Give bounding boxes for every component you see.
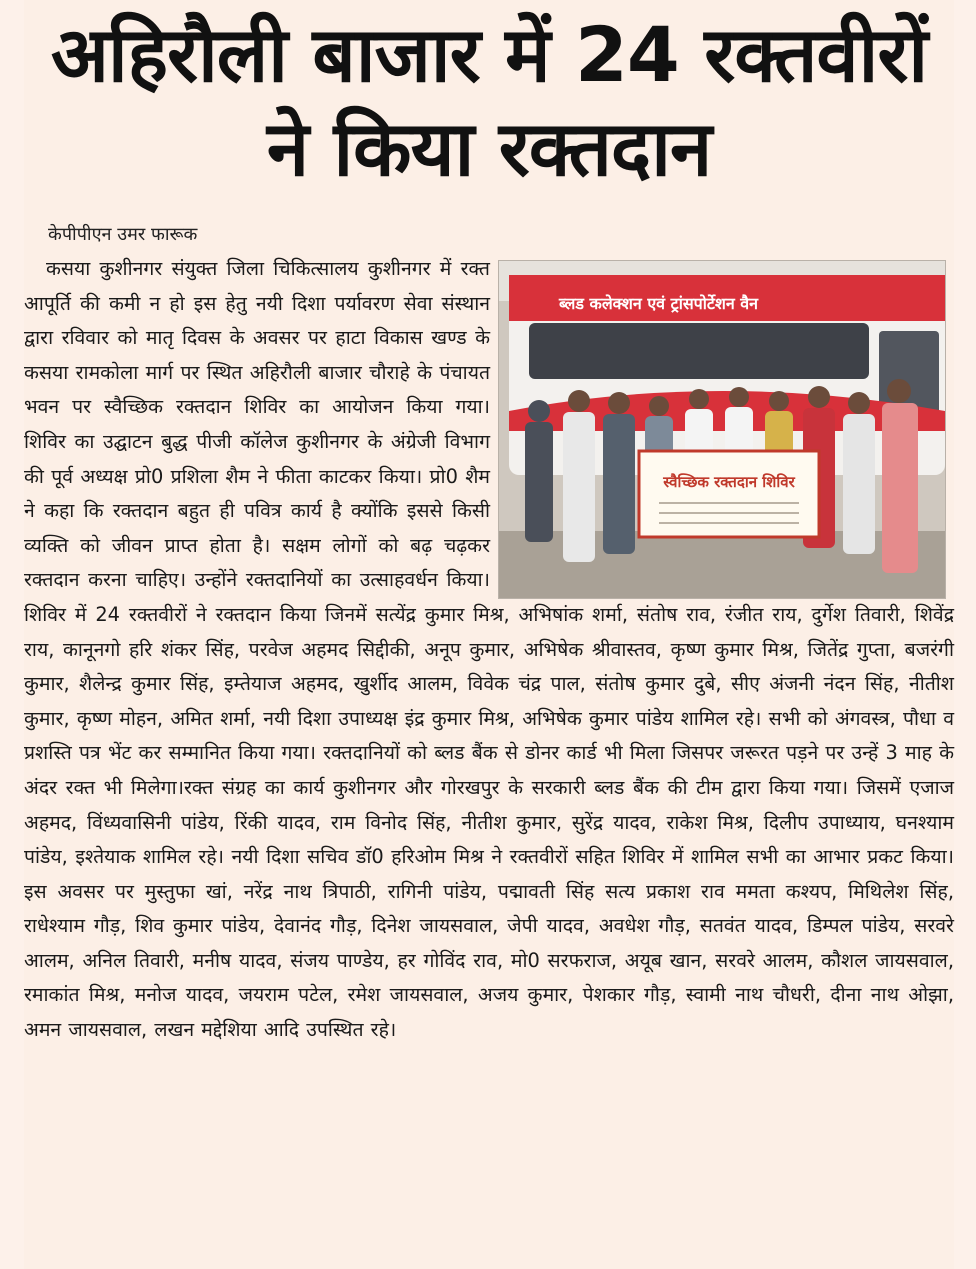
headline-line-2: ने किया रक्तदान <box>266 104 712 193</box>
banner-title: स्वैच्छिक रक्तदान शिविर <box>663 473 795 491</box>
newspaper-clipping <box>24 0 954 1269</box>
article-body <box>24 252 954 1048</box>
byline: केपीपीएन उमर फारूक <box>48 224 198 245</box>
article-body-text: कसया कुशीनगर संयुक्त जिला चिकित्सालय कुशीनगर में रक्त आपूर्ति की कमी न हो इस हेतु नयी दिशा पर्यावरण सेवा संस्थान द्वारा रविवार को मातृ दिवस के अवसर पर हाटा विकास खण्ड के कसया रामकोला मार्ग पर स्थित अहिरौली बाजार चौराहे के पंचायत भवन पर स्वैच्छिक रक्तदान शिविर का आयोजन किया गया। शिविर का उद्घाटन बुद्ध पीजी कॉलेज कुशीनगर के अंग्रेजी विभाग की पूर्व अध्यक्ष प्रो0 प्रशिला शैम ने फीता काटकर किया। प्रो0 शैम ने कहा कि रक्तदान बहुत ही पवित्र कार्य है क्योंकि इससे किसी व्यक्ति को जीवन प्राप्त होता है। सक्षम लोगों को बढ़ चढ़कर रक्तदान करना चाहिए। उन्होंने रक्तदानियों का उत्साहवर्धन किया। शिविर में 24 रक्तवीरों ने रक्तदान किया जिनमें सत्येंद्र कुमार मिश्र, अभिषांक शर्मा, संतोष राव, रंजीत राय, दुर्गेश तिवारी, शिवेंद्र राय, कानूनगो हरि शंकर सिंह, परवेज अहमद सिद्दीकी, अनूप कुमार, अभिषेक श्रीवास्तव, कृष्ण कुमार मिश्र, जितेंद्र गुप्ता, बजरंगी कुमार, शैलेन्द्र कुमार सिंह, इम्तेयाज अहमद, खुर्शीद आलम, विवेक चंद्र पाल, संतोष कुमार दुबे, सीए अंजनी नंदन सिंह, नीतीश कुमार, कृष्ण मोहन, अमित शर्मा, नयी दिशा उपाध्यक्ष इंद्र कुमार मिश्र, अभिषेक कुमार पांडेय शामिल रहे। सभी को अंगवस्त्र, पौधा व प्रशस्ति पत्र भेंट कर सम्मानित किया गया। रक्तदानियों को ब्लड बैंक से डोनर कार्ड भी मिला जिसपर जरूरत पड़ने पर उन्हें 3 माह के अंदर रक्त भी मिलेगा।रक्त संग्रह का कार्य कुशीनगर और गोरखपुर के सरकारी ब्लड बैंक की टीम द्वारा किया गया। जिसमें एजाज अहमद, विंध्यवासिनी पांडेय, रिंकी यादव, राम विनोद सिंह, नीतीश कुमार, सुरेंद्र यादव, राकेश मिश्र, दिलीप उपाध्याय, घनश्याम पांडेय, इश्तेयाक शामिल रहे। नयी दिशा सचिव डॉ0 हरिओम मिश्र ने रक्तवीरों सहित शिविर में शामिल सभी का आभार प्रकट किया। इस अवसर पर मुस्तुफा खां, नरेंद्र नाथ त्रिपाठी, रागिनी पांडेय, पद्मावती सिंह सत्य प्रकाश राव ममता कश्यप, मिथिलेश सिंह, राधेश्याम गौड़, शिव कुमार पांडेय, देवानंद गौड़, दिनेश जायसवाल, जेपी यादव, अवधेश गौड़, सतवंत यादव, डिम्पल पांडेय, सरवरे आलम, अनिल तिवारी, मनीष यादव, संजय पाण्डेय, हर गोविंद राव, मो0 सरफराज, अयूब खान, सरवरे आलम, कौशल जायसवाल, रमाकांत मिश्र, मनोज यादव, जयराम पटेल, रमेश जायसवाल, अजय कुमार, पेशकार गौड़, स्वामी नाथ चौधरी, दीना नाथ ओझा, अमन जायसवाल, लखन मद्देशिया आदि उपस्थित रहे। <box>24 257 954 1042</box>
headline-line-1: अहिरौली बाजार में 24 रक्तवीरों <box>50 10 928 99</box>
van-label: ब्लड कलेक्शन एवं ट्रांसपोर्टेशन वैन <box>559 294 759 313</box>
headline <box>24 8 954 196</box>
photo-spacer <box>490 252 954 597</box>
